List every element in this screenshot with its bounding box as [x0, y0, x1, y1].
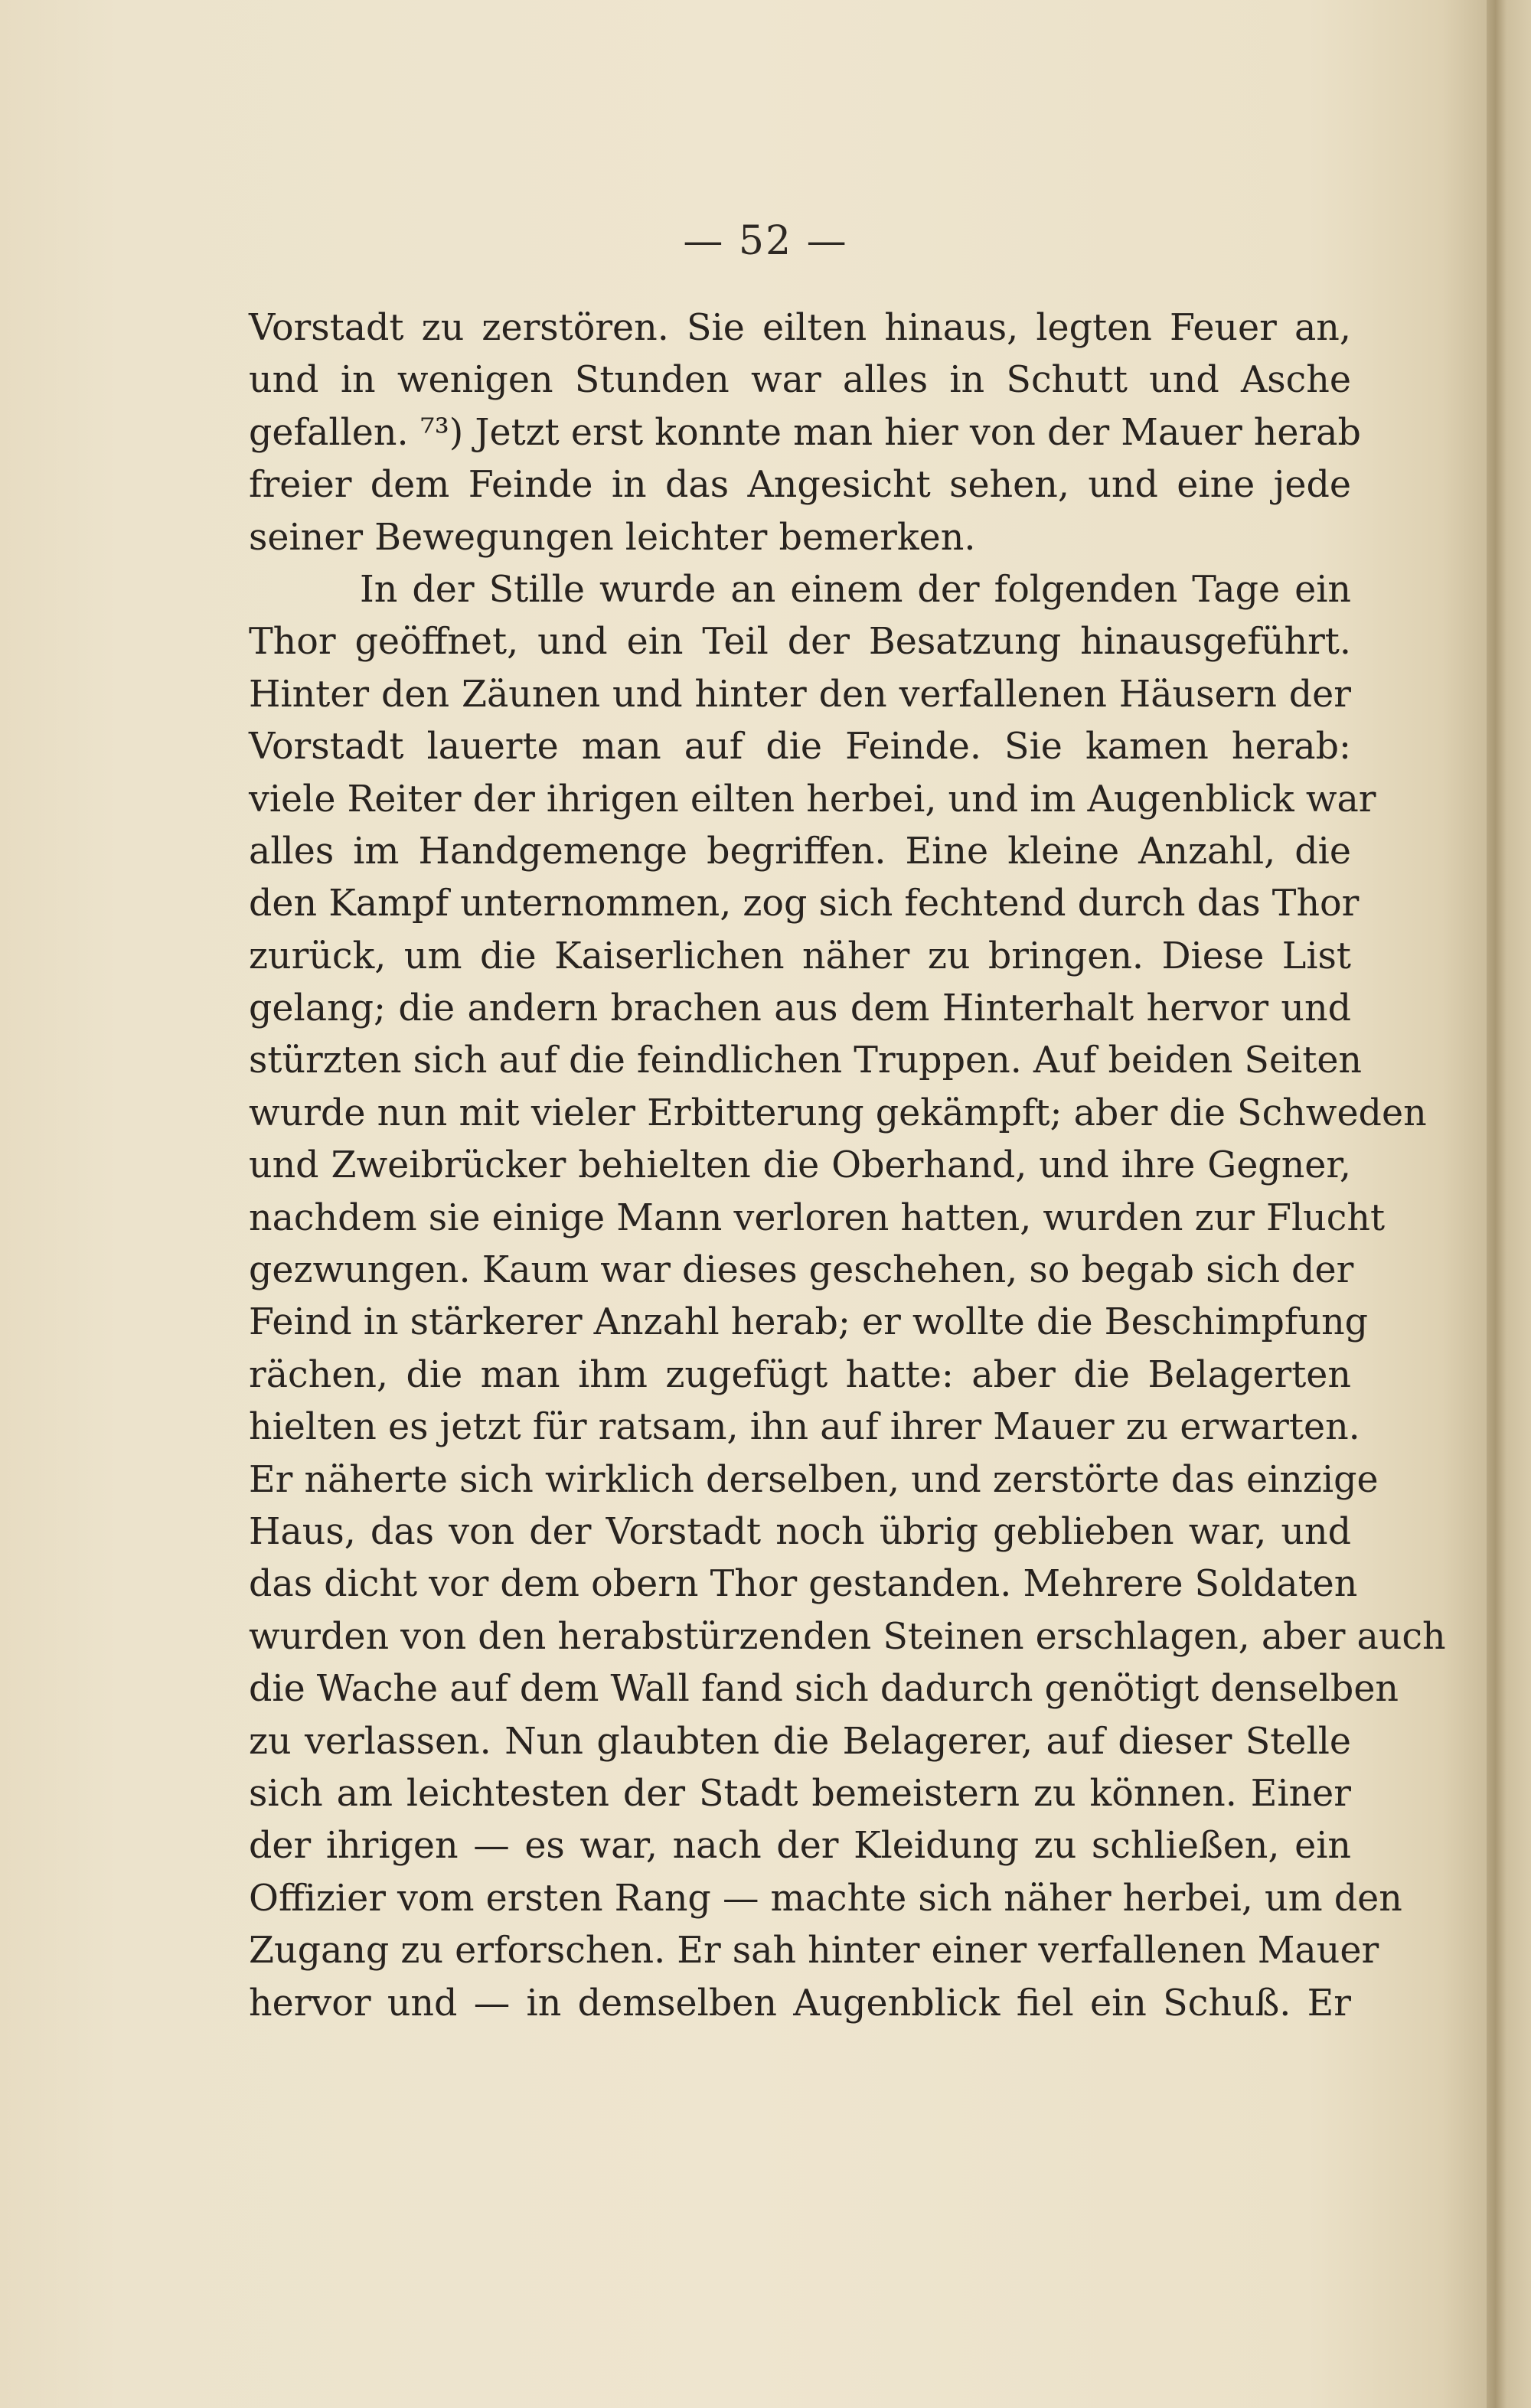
text-line: Zugang zu erforschen. Er sah hinter einer verfallenen Mauer: [249, 1930, 1379, 1972]
page-number: — 52 —: [683, 218, 848, 264]
text-line: hielten es jetzt für ratsam, ihn auf ihrer Mauer zu erwarten.: [249, 1406, 1360, 1449]
paragraph-1: [249, 302, 1361, 564]
text-line: die Wache auf dem Wall fand sich dadurch genötigt denselben: [249, 1668, 1399, 1711]
text-line: Thor geöffnet, und ein Teil der Besatzung hinausgeführt.: [249, 621, 1351, 664]
text-line: wurde nun mit vieler Erbitterung gekämpft; aber die Schweden: [249, 1091, 1427, 1134]
text-line: Feind in stärkerer Anzahl herab; er wollte die Beschimpfung: [249, 1301, 1369, 1344]
text-line: gezwungen. Kaum war dieses geschehen, so begab sich der: [249, 1249, 1354, 1292]
text-line: zurück, um die Kaiserlichen näher zu bringen. Diese List: [249, 935, 1351, 977]
text-line: freier dem Feinde in das Angesicht sehen, und eine jede: [249, 464, 1351, 507]
body-text: [249, 302, 1446, 2030]
text-line: das dicht vor dem obern Thor gestanden. Mehrere Soldaten: [249, 1563, 1358, 1606]
text-line: den Kampf unternommen, zog sich fechtend durch das Thor: [249, 883, 1360, 925]
text-line: und Zweibrücker behielten die Oberhand, und ihre Gegner,: [249, 1144, 1351, 1187]
text-line: Hinter den Zäunen und hinter den verfallenen Häusern der: [249, 673, 1351, 716]
text-line: seiner Bewegungen leichter bemerken.: [249, 516, 976, 559]
text-line: nachdem sie einige Mann verloren hatten, wurden zur Flucht: [249, 1196, 1386, 1239]
book-gutter: [1487, 0, 1531, 2408]
text-line: In der Stille wurde an einem der folgenden Tage ein: [360, 568, 1351, 611]
text-line: gefallen. ⁷³) Jetzt erst konnte man hier von der Mauer herab: [249, 411, 1361, 454]
text-line: Haus, das von der Vorstadt noch übrig geblieben war, und: [249, 1510, 1351, 1553]
text-line: Vorstadt lauerte man auf die Feinde. Sie kamen herab:: [249, 726, 1351, 768]
text-line: sich am leichtesten der Stadt bemeistern zu können. Einer: [249, 1772, 1351, 1815]
text-line: Vorstadt zu zerstören. Sie eilten hinaus, legten Feuer an,: [249, 307, 1351, 349]
text-line: viele Reiter der ihrigen eilten herbei, und im Augenblick war: [249, 778, 1376, 821]
paragraph-2: [249, 564, 1446, 2030]
text-line: gelang; die andern brachen aus dem Hinterhalt hervor und: [249, 987, 1351, 1030]
text-line: Er näherte sich wirklich derselben, und zerstörte das einzige: [249, 1458, 1379, 1501]
text-line: alles im Handgemenge begriffen. Eine kleine Anzahl, die: [249, 830, 1351, 873]
text-line: Offizier vom ersten Rang — machte sich näher herbei, um den: [249, 1877, 1402, 1920]
text-line: wurden von den herabstürzenden Steinen erschlagen, aber auch: [249, 1615, 1446, 1658]
text-line: und in wenigen Stunden war alles in Schutt und Asche: [249, 359, 1351, 402]
text-line: der ihrigen — es war, nach der Kleidung zu schließen, ein: [249, 1825, 1351, 1868]
text-line: hervor und — in demselben Augenblick fiel ein Schuß. Er: [249, 1982, 1351, 2025]
text-line: zu verlassen. Nun glaubten die Belagerer, auf dieser Stelle: [249, 1720, 1351, 1763]
text-line: rächen, die man ihm zugefügt hatte: aber die Belagerten: [249, 1353, 1351, 1396]
text-line: stürzten sich auf die feindlichen Truppen. Auf beiden Seiten: [249, 1039, 1363, 1082]
